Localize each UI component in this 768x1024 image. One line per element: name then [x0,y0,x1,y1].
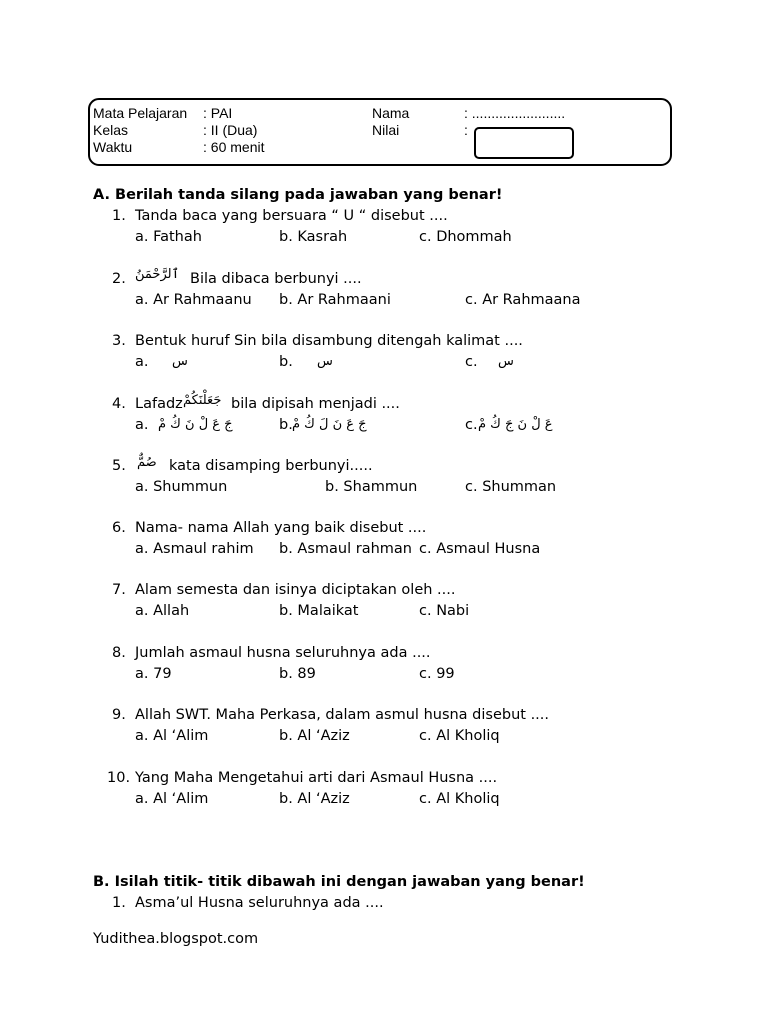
option-a[interactable]: a. Shummun [135,479,228,495]
option-b[interactable]: b. Kasrah [279,229,348,245]
question-text: Asma’ul Husna seluruhnya ada .... [135,895,384,911]
option-c[interactable]: c. Al Kholiq [419,791,500,807]
question-text: Yang Maha Mengetahui arti dari Asmaul Husna .... [135,770,498,786]
option-b[interactable]: b. Al ‘Aziz [279,728,350,744]
score-box[interactable] [474,127,574,159]
subject-value: : PAI [203,105,233,121]
option-c-letter[interactable]: c. [465,354,478,370]
option-c[interactable]: c. Asmaul Husna [419,541,541,557]
question-number: 7. [112,582,126,598]
name-label: Nama [372,105,410,121]
option-a[interactable]: a. Asmaul rahim [135,541,254,557]
subject-label: Mata Pelajaran [93,105,188,121]
question-text: Bila dibaca berbunyi .... [190,271,362,287]
header-info-box [88,98,672,166]
question-number: 5. [112,458,126,474]
option-b-arabic[interactable]: جَ عَ نَ لَ كُ مْ [292,417,367,432]
option-a[interactable]: a. Al ‘Alim [135,791,209,807]
option-b-letter[interactable]: b. [279,354,293,370]
question-number: 6. [112,520,126,536]
option-a-arabic[interactable]: س [172,354,188,369]
option-c-letter[interactable]: c. [465,417,478,433]
question-number: 3. [112,333,126,349]
question-number: 10. [107,770,131,786]
question-text: Tanda baca yang bersuara “ U “ disebut .... [135,208,448,224]
question-number: 4. [112,396,126,412]
option-b[interactable]: b. Malaikat [279,603,359,619]
class-label: Kelas [93,122,129,138]
footer-watermark: Yudithea.blogspot.com [93,931,259,947]
question-number: 2. [112,271,126,287]
option-c[interactable]: c. Nabi [419,603,470,619]
option-a[interactable]: a. 79 [135,666,172,682]
option-c[interactable]: c. Al Kholiq [419,728,500,744]
option-a[interactable]: a. Fathah [135,229,202,245]
option-a[interactable]: a. Allah [135,603,190,619]
question-text: Allah SWT. Maha Perkasa, dalam asmul husna disebut .... [135,707,550,723]
section-b-title: B. Isilah titik- titik dibawah ini dengan jawaban yang benar! [93,874,585,890]
section-a-title: A. Berilah tanda silang pada jawaban yang benar! [93,187,503,203]
option-c[interactable]: c. Dhommah [419,229,512,245]
question-text: Jumlah asmaul husna seluruhnya ada .... [135,645,431,661]
class-value: : II (Dua) [203,122,258,138]
option-b[interactable]: b. 89 [279,666,316,682]
question-number: 9. [112,707,126,723]
question-number: 8. [112,645,126,661]
question-text: Alam semesta dan isinya diciptakan oleh .... [135,582,456,598]
option-a[interactable]: a. Ar Rahmaanu [135,292,252,308]
question-arabic: جَعَلْنَكُمْ [183,393,222,408]
option-c[interactable]: c. 99 [419,666,455,682]
question-arabic: ٱلرَّحْمَنُ [135,267,180,282]
option-c-arabic[interactable]: س [498,354,514,369]
time-label: Waktu [93,139,133,155]
score-colon: : [464,122,468,138]
question-text: bila dipisah menjadi .... [231,396,400,412]
option-c[interactable]: c. Ar Rahmaana [465,292,581,308]
option-c[interactable]: c. Shumman [465,479,557,495]
time-value: : 60 menit [203,139,265,155]
question-text: kata disamping berbunyi..... [169,458,373,474]
option-a-letter[interactable]: a. [135,417,149,433]
option-a-letter[interactable]: a. [135,354,149,370]
option-b[interactable]: b. Ar Rahmaani [279,292,391,308]
question-arabic: صُمٌّ [137,455,157,470]
option-b[interactable]: b. Shammun [325,479,418,495]
option-a-arabic[interactable]: جَ عَ لْ نَ كُ مْ [158,417,233,432]
option-b[interactable]: b. Al ‘Aziz [279,791,350,807]
question-text: Nama- nama Allah yang baik disebut .... [135,520,427,536]
option-b-letter[interactable]: b. [279,417,293,433]
question-number: 1. [112,895,126,911]
option-b-arabic[interactable]: س [317,354,333,369]
score-label: Nilai [372,122,400,138]
question-text-pre: Lafadz [135,396,183,412]
option-b[interactable]: b. Asmaul rahman [279,541,412,557]
question-text: Bentuk huruf Sin bila disambung ditengah kalimat .... [135,333,523,349]
question-number: 1. [112,208,126,224]
option-c-arabic[interactable]: عَ لْ نَ جَ كُ مْ [478,417,553,432]
name-field[interactable]: : ........................ [464,105,566,121]
option-a[interactable]: a. Al ‘Alim [135,728,209,744]
